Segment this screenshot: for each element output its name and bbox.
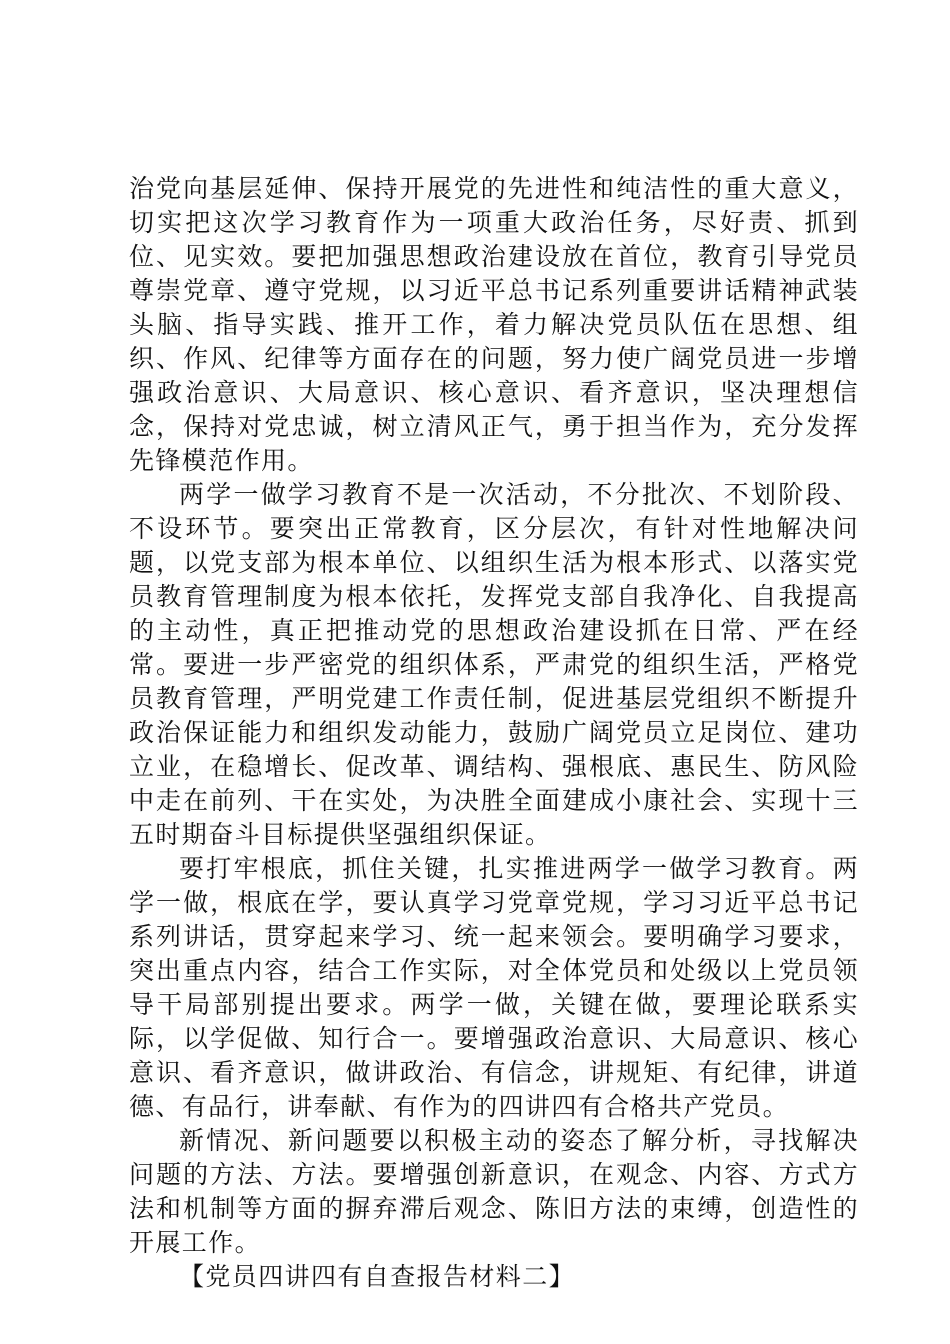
body-text [129, 172, 859, 1294]
paragraph-4: 新情况、新问题要以积极主动的姿态了解分析，寻找解决问题的方法、方法。要增强创新意识，在观念、内容、方式方法和机制等方面的摒弃滞后观念、陈旧方法的束缚，创造性的开展工作。 [129, 1126, 859, 1257]
paragraph-3: 要打牢根底，抓住关键，扎实推进两学一做学习教育。两学一做，根底在学，要认真学习党章党规，学习习近平总书记系列讲话，贯穿起来学习、统一起来领会。要明确学习要求，突出重点内容，结合工作实际，对全体党员和处级以上党员领导干局部别提出要求。两学一做，关键在做，要理论联系实际，以学促做、知行合一。要增强政治意识、大局意识、核心意识、看齐意识，做讲政治、有信念，讲规矩、有纪律，讲道德、有品行，讲奉献、有作为的四讲四有合格共产党员。 [129, 854, 859, 1121]
paragraph-2: 两学一做学习教育不是一次活动，不分批次、不划阶段、不设环节。要突出正常教育，区分层次，有针对性地解决问题，以党支部为根本单位、以组织生活为根本形式、以落实党员教育管理制度为根本依托，发挥党支部自我净化、自我提高的主动性，真正把推动党的思想政治建设抓在日常、严在经常。要进一步严密党的组织体系，严肃党的组织生活，严格党员教育管理，严明党建工作责任制，促进基层党组织不断提升政治保证能力和组织发动能力，鼓励广阔党员立足岗位、建功立业，在稳增长、促改革、调结构、强根底、惠民生、防风险中走在前列、干在实处，为决胜全面建成小康社会、实现十三五时期奋斗目标提供坚强组织保证。 [129, 480, 859, 849]
paragraph-1: 治党向基层延伸、保持开展党的先进性和纯洁性的重大意义，切实把这次学习教育作为一项重大政治任务，尽好责、抓到位、见实效。要把加强思想政治建设放在首位，教育引导党员尊崇党章、遵守党规，以习近平总书记系列重要讲话精神武装头脑、指导实践、推开工作，着力解决党员队伍在思想、组织、作风、纪律等方面存在的问题，努力使广阔党员进一步增强政治意识、大局意识、核心意识、看齐意识，坚决理想信念，保持对党忠诚，树立清风正气，勇于担当作为，充分发挥先锋模范作用。 [129, 174, 859, 475]
section-heading: 【党员四讲四有自查报告材料二】 [179, 1262, 576, 1291]
